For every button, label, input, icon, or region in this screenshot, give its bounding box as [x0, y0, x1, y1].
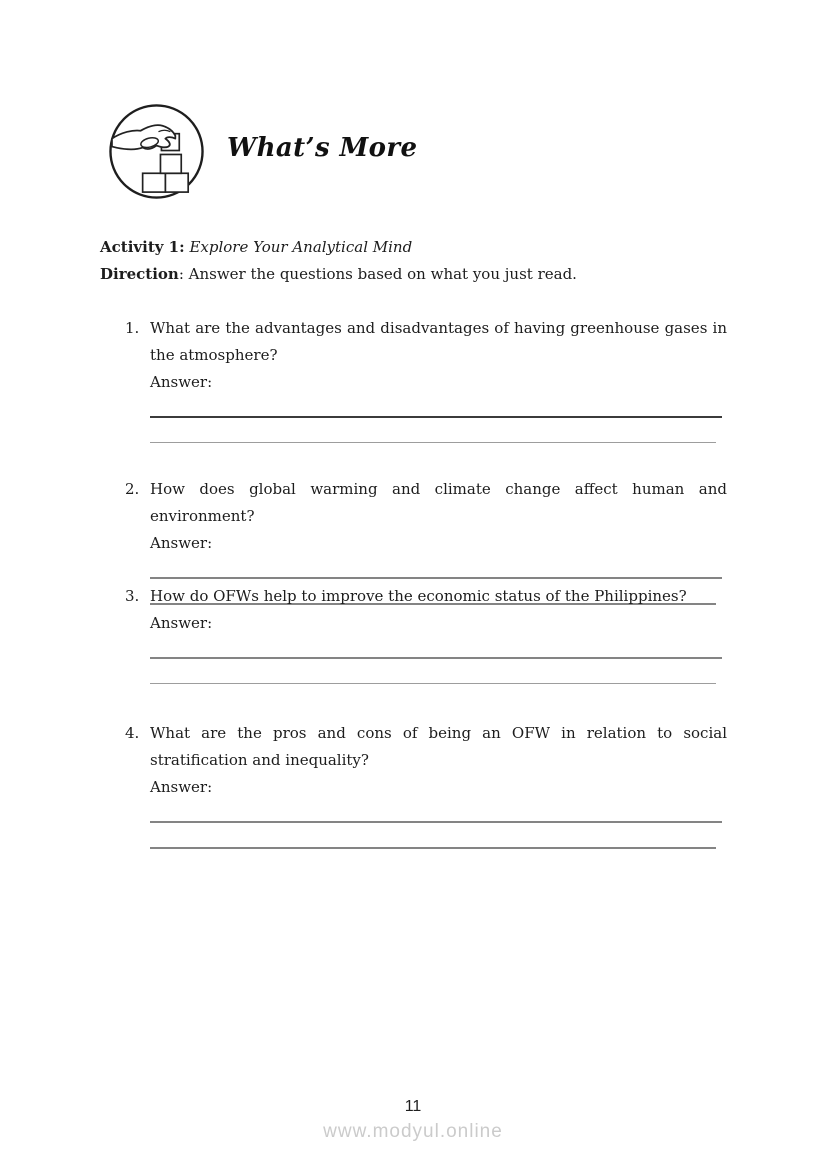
intro-block: [100, 234, 577, 288]
answer-line-1: [150, 657, 722, 659]
question-text: How does global warming and climate change affect human and environment?: [150, 480, 727, 525]
question-text: What are the advantages and disadvantages of having greenhouse gases in the atmosphere?: [150, 319, 727, 364]
direction-text: : Answer the questions based on what you just read.: [178, 265, 577, 283]
question-number: 2.: [125, 480, 140, 498]
activity-line: [100, 234, 577, 261]
question-text: How do OFWs help to improve the economic status of the Philippines?: [150, 587, 687, 605]
answer-line-2: [150, 442, 716, 443]
watermark: www.modyul.online: [323, 1121, 503, 1142]
direction-line: [100, 261, 577, 288]
answer-label: Answer:: [150, 373, 213, 391]
answer-line-1: [150, 821, 722, 823]
question-number: 3.: [125, 587, 140, 605]
question-number: 1.: [125, 319, 140, 337]
question-3: [125, 583, 727, 684]
answer-line-2: [150, 683, 716, 684]
answer-label: Answer:: [150, 778, 213, 796]
answer-label: Answer:: [150, 614, 213, 632]
direction-label: Direction: [100, 265, 179, 283]
question-number: 4.: [125, 724, 140, 742]
hand-stacking-blocks-icon: [107, 102, 206, 201]
question-4: [125, 720, 727, 849]
question-text: What are the pros and cons of being an OFW in relation to social stratification and inequality?: [150, 724, 727, 769]
activity-label: Activity 1:: [100, 238, 185, 256]
answer-line-2: [150, 847, 716, 849]
activity-title: Explore Your Analytical Mind: [189, 238, 413, 256]
question-1: [125, 315, 727, 443]
page-number: 11: [404, 1098, 422, 1115]
answer-label: Answer:: [150, 534, 213, 552]
answer-line-1: [150, 416, 722, 418]
answer-line-1: [150, 577, 722, 579]
page-title: What’s More: [227, 133, 418, 163]
